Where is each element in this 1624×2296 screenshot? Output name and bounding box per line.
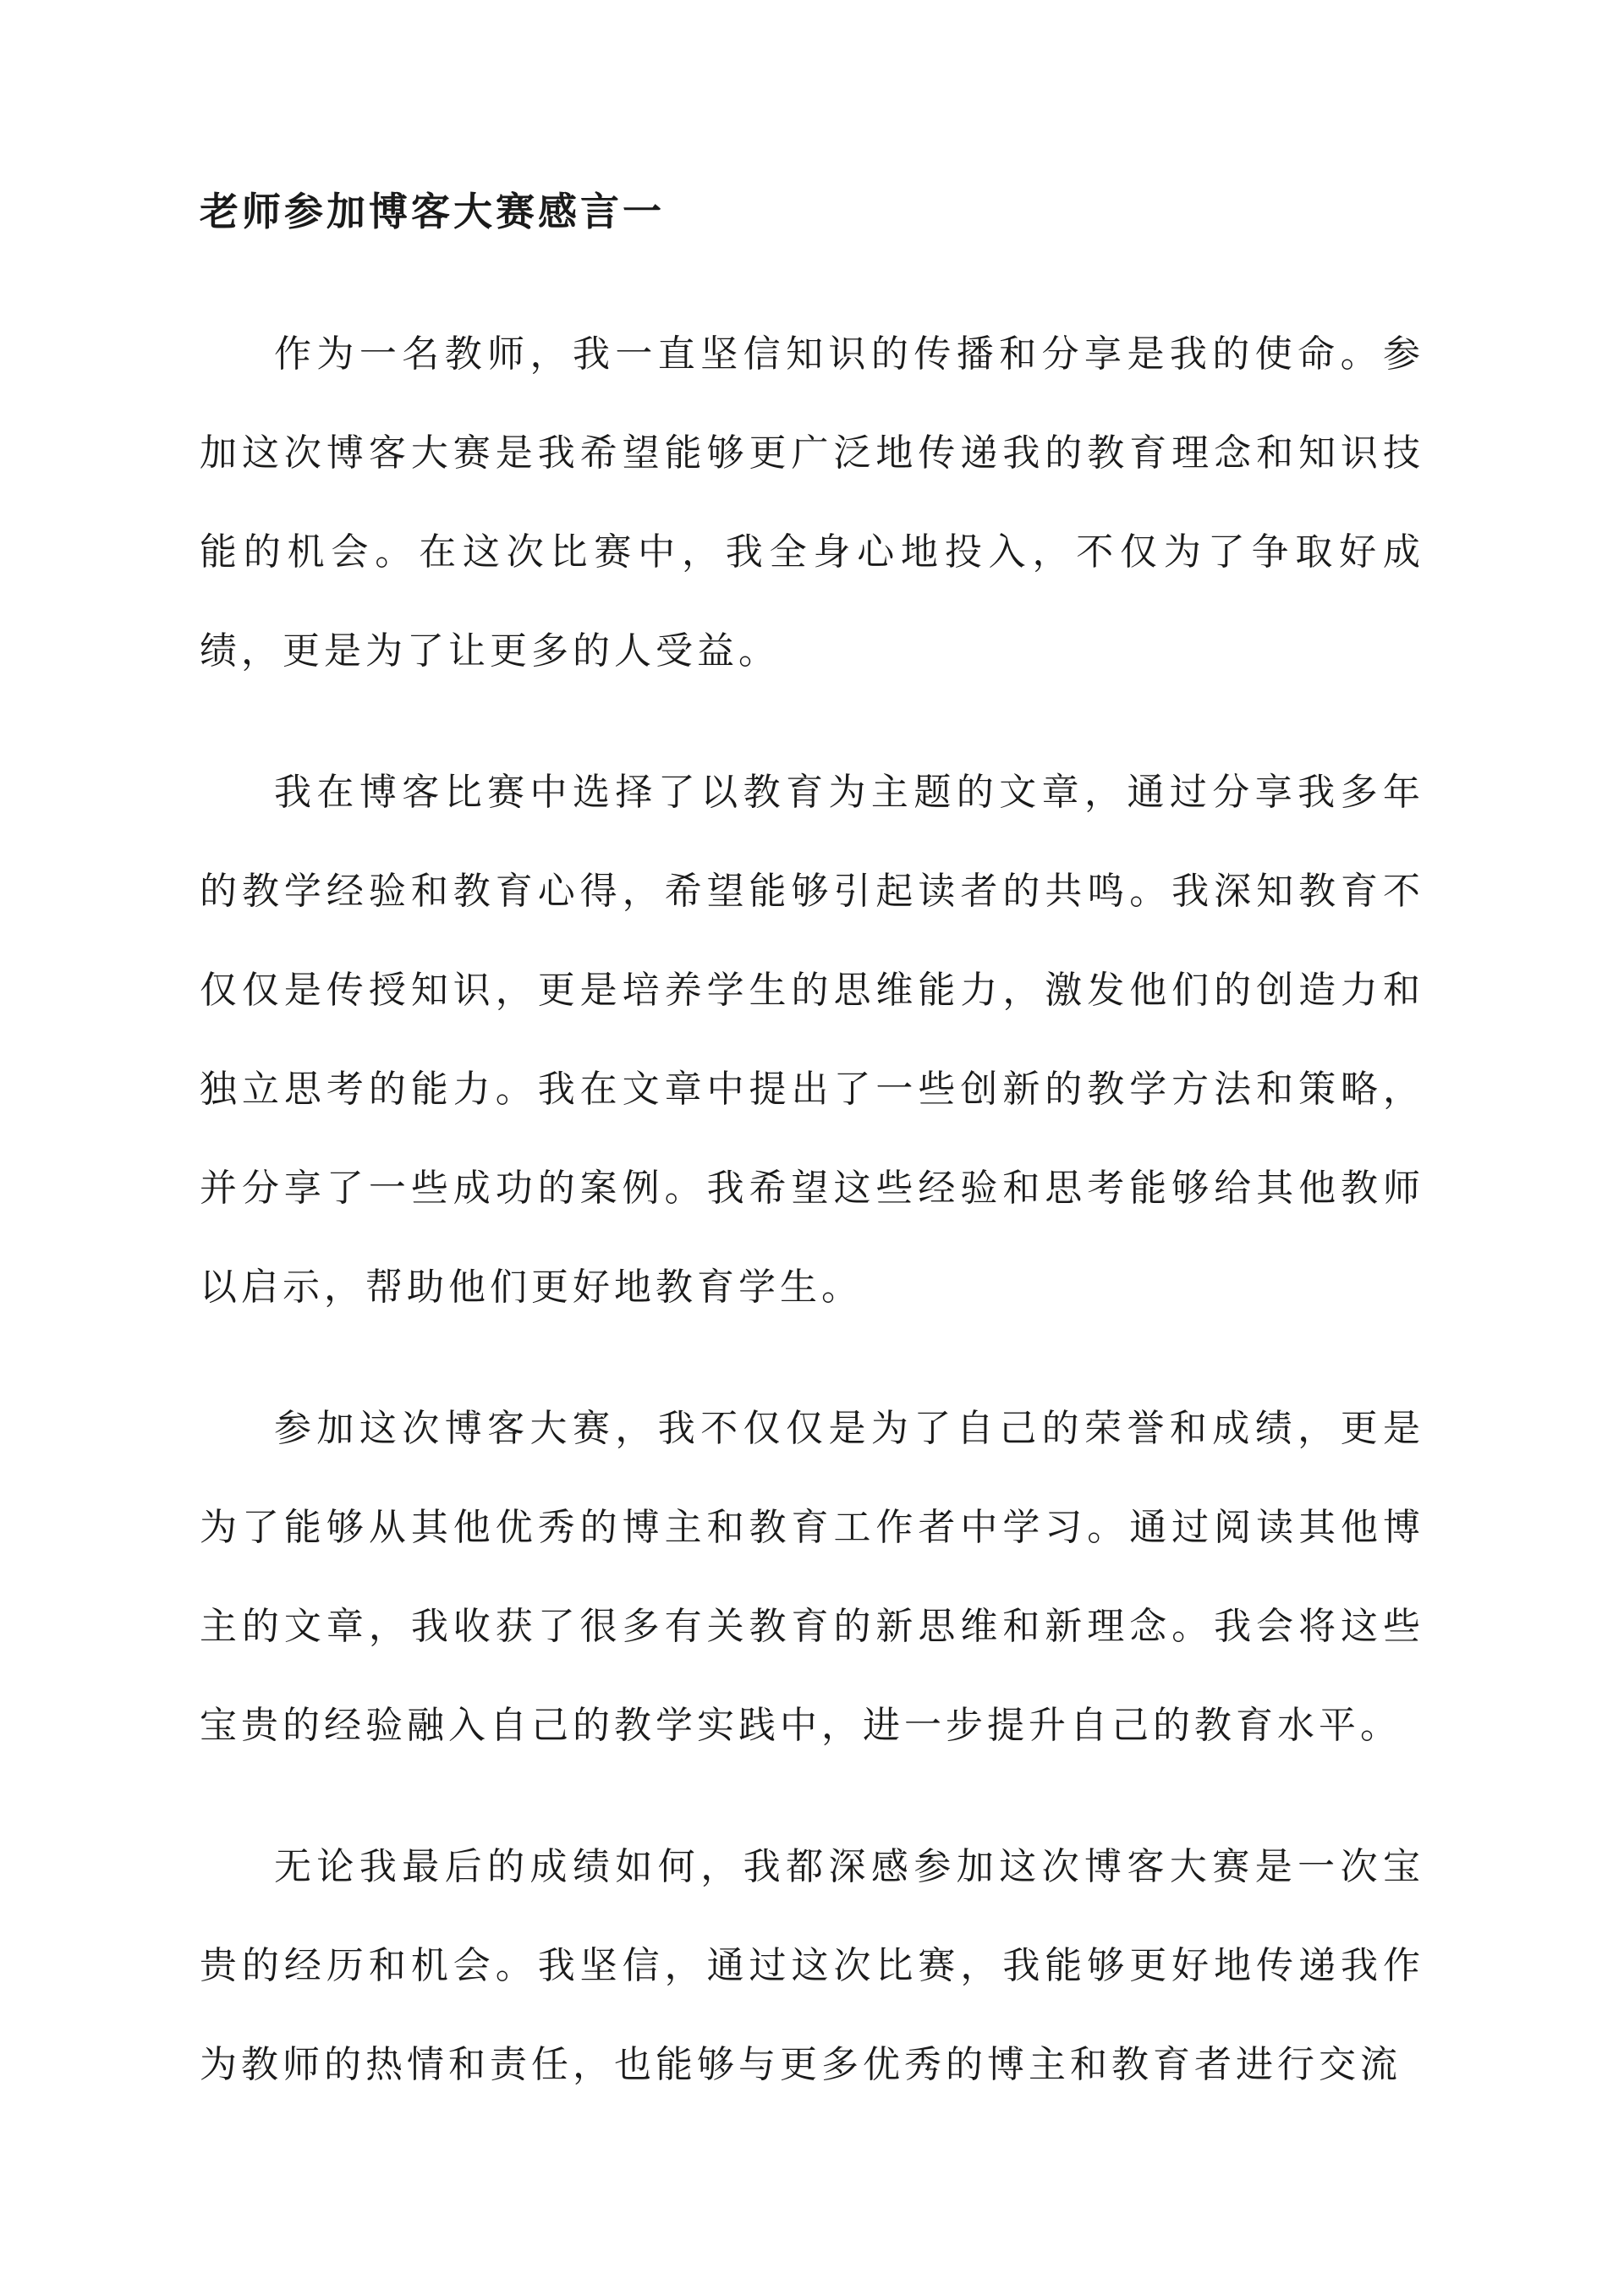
paragraph-1: 作为一名教师，我一直坚信知识的传播和分享是我的使命。参加这次博客大赛是我希望能够更广泛地传递我的教育理念和知识技能的机会。在这次比赛中，我全身心地投入，不仅为了争取好成绩，更是为了让更多的人受益。 <box>200 332 1424 673</box>
paragraph-2: 我在博客比赛中选择了以教育为主题的文章，通过分享我多年的教学经验和教育心得，希望能够引起读者的共鸣。我深知教育不仅仅是传授知识，更是培养学生的思维能力，激发他们的创造力和独立思考的能力。我在文章中提出了一些创新的教学方法和策略，并分享了一些成功的案例。我希望这些经验和思考能够给其他教师以启示，帮助他们更好地教育学生。 <box>200 771 1424 1309</box>
document-body <box>200 186 1424 2156</box>
paragraph-4: 无论我最后的成绩如何，我都深感参加这次博客大赛是一次宝贵的经历和机会。我坚信，通过这次比赛，我能够更好地传递我作为教师的热情和责任，也能够与更多优秀的博主和教育者进行交流 <box>200 1845 1424 2086</box>
paragraph-3: 参加这次博客大赛，我不仅仅是为了自己的荣誉和成绩，更是为了能够从其他优秀的博主和教育工作者中学习。通过阅读其他博主的文章，我收获了很多有关教育的新思维和新理念。我会将这些宝贵的经验融入自己的教学实践中，进一步提升自己的教育水平。 <box>200 1407 1424 1747</box>
document-title: 老师参加博客大赛感言一 <box>200 189 665 234</box>
